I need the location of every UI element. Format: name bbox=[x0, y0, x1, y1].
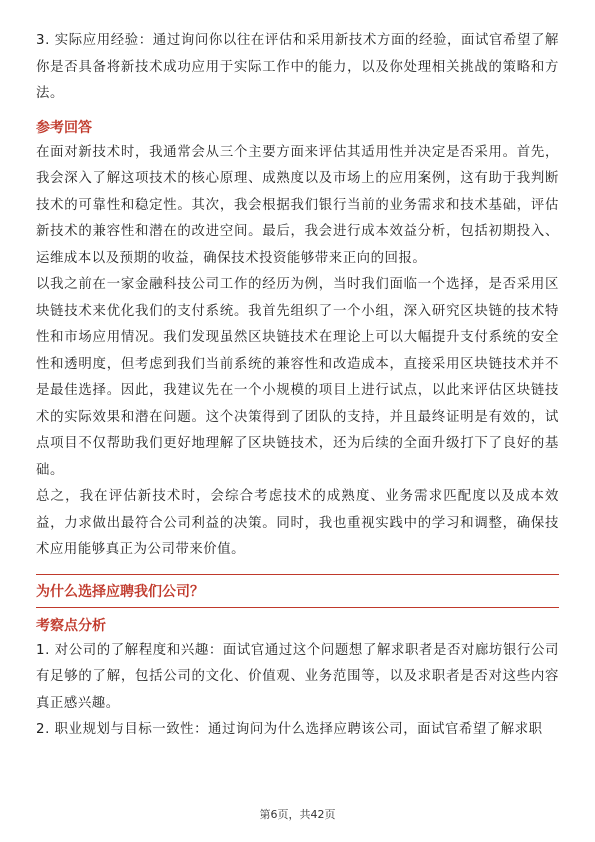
page-content bbox=[36, 28, 559, 744]
answer-heading: 参考回答 bbox=[36, 119, 92, 136]
question-title: 为什么选择应聘我们公司？ bbox=[36, 583, 204, 600]
answer-paragraph-3: 总之，我在评估新技术时，会综合考虑技术的成熟度、业务需求匹配度以及成本效益，力求做出最符合公司利益的决策。同时，我也重视实践中的学习和调整，确保技术应用能够真正为公司带来价值。 bbox=[36, 489, 559, 557]
analysis-point-2: 2. 职业规划与目标一致性：通过询问为什么选择应聘该公司，面试官希望了解求职 bbox=[36, 722, 543, 737]
page-number: 第6页，共42页 bbox=[259, 808, 336, 821]
section-divider-top bbox=[36, 574, 559, 575]
answer-paragraph-1: 在面对新技术时，我通常会从三个主要方面来评估其适用性并决定是否采用。首先，我会深入了解这项技术的核心原理、成熟度以及市场上的应用案例，这有助于我判断技术的可靠性和稳定性。其次，我会根据我们银行当前的业务需求和技术基础，评估新技术的兼容性和潜在的改进空间。最后，我会进行成本效益分析，包括初期投入、运维成本以及预期的收益，确保技术投资能够带来正向的回报。 bbox=[36, 144, 559, 266]
analysis-heading: 考察点分析 bbox=[36, 617, 106, 634]
intro-point-3: 3. 实际应用经验：通过询问你以往在评估和采用新技术方面的经验，面试官希望了解你是否具备将新技术成功应用于实际工作中的能力，以及你处理相关挑战的策略和方法。 bbox=[36, 33, 559, 101]
analysis-point-1: 1. 对公司的了解程度和兴趣：面试官通过这个问题想了解求职者是否对廊坊银行公司有足够的了解，包括公司的文化、价值观、业务范围等，以及求职者是否对这些内容真正感兴趣。 bbox=[36, 642, 559, 711]
answer-paragraph-2: 以我之前在一家金融科技公司工作的经历为例，当时我们面临一个选择，是否采用区块链技术来优化我们的支付系统。我首先组织了一个小组，深入研究区块链的技术特性和市场应用情况。我们发现虽然区块链技术在理论上可以大幅提升支付系统的安全性和透明度，但考虑到我们当前系统的兼容性和改造成本，直接采用区块链技术并不是最佳选择。因此，我建议先在一个小规模的项目上进行试点，以此来评估区块链技术的实际效果和潜在问题。这个决策得到了团队的支持，并且最终证明是有效的，试点项目不仅帮助我们更好地理解了区块链技术，还为后续的全面升级打下了良好的基础。 bbox=[36, 277, 559, 478]
section-divider-bottom bbox=[36, 607, 559, 608]
